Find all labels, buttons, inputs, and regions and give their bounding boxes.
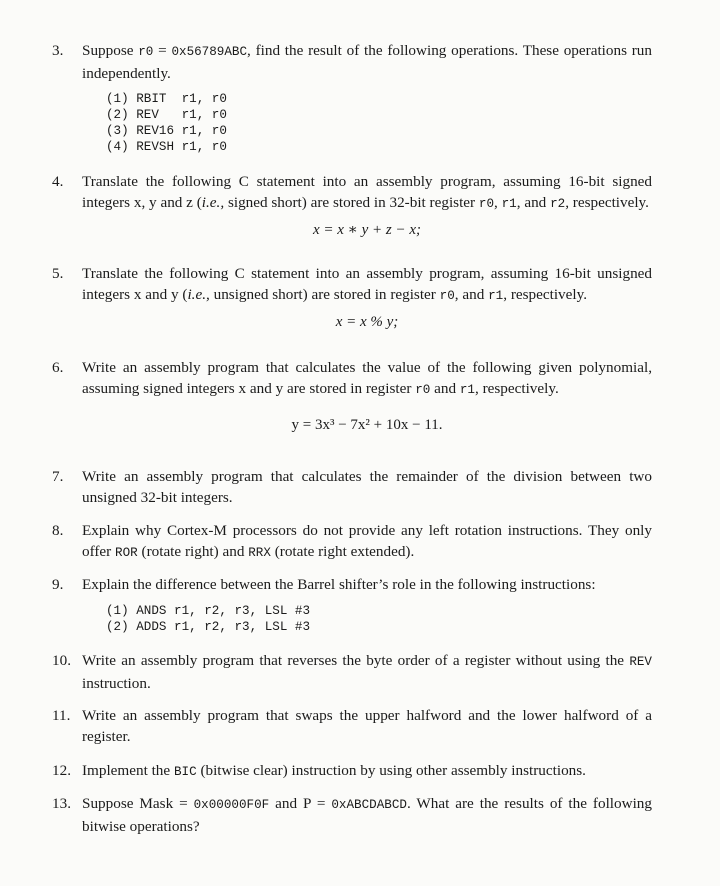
question-text: Write an assembly program that swaps the upper halfword and the lower halfword of a register. — [82, 707, 652, 745]
code-line: (1) RBIT r1, r0 — [106, 92, 227, 106]
register-name: r1 — [459, 383, 475, 397]
code-line: (2) ADDS r1, r2, r3, LSL #3 — [106, 620, 311, 634]
question-number: 3. — [52, 42, 64, 59]
question-number: 11. — [52, 707, 71, 724]
equation: x = x ∗ y + z − x; — [312, 222, 422, 238]
question-4 — [52, 171, 652, 241]
question-3 — [52, 40, 652, 155]
question-12 — [52, 760, 652, 783]
hex-value: 0xABCDABCD — [331, 798, 407, 812]
instruction-name: RRX — [248, 546, 271, 560]
question-7 — [52, 466, 652, 508]
register-name: r1 — [501, 197, 517, 211]
question-9 — [52, 574, 652, 635]
register-name: r0 — [478, 197, 495, 211]
question-number: 9. — [52, 576, 64, 593]
question-number: 12. — [52, 762, 71, 779]
instruction-name: BIC — [173, 765, 197, 779]
question-number: 10. — [52, 652, 71, 669]
question-text: Implement the BIC (bitwise clear) instruction by using other assembly instructions. — [82, 762, 586, 779]
question-text: Suppose Mask = 0x00000F0F and P = 0xABCDABCD. What are the results of the following bitwise operations? — [82, 795, 652, 835]
question-number: 4. — [52, 173, 64, 190]
question-text: Write an assembly program that calculates the value of the following given polynomial, assuming signed integers x and y are stored in register r0 and r1, respectively. y = 3x³ − 7x² + 10x − 11. — [82, 357, 652, 436]
question-10 — [52, 650, 652, 694]
question-5 — [52, 263, 652, 333]
code-block — [106, 603, 652, 635]
code-block — [106, 91, 652, 155]
code-line: (1) ANDS r1, r2, r3, LSL #3 — [106, 604, 311, 618]
question-8 — [52, 520, 652, 564]
register-name: r0 — [415, 383, 431, 397]
hex-value: 0x00000F0F — [193, 798, 270, 812]
register-name: r0 — [138, 45, 154, 59]
register-name: r2 — [550, 197, 566, 211]
question-number: 13. — [52, 795, 71, 812]
code-line: (4) REVSH r1, r0 — [106, 140, 227, 154]
question-number: 7. — [52, 468, 64, 485]
question-number: 6. — [52, 359, 64, 376]
question-text: Explain why Cortex-M processors do not provide any left rotation instructions. They only offer ROR (rotate right) and RRX (rotate right extended). — [82, 522, 652, 560]
question-text: Translate the following C statement into an assembly program, assuming 16-bit unsigned integers x and y (i.e., unsigned short) are stored in register r0, and r1, respectively. x = x % y; — [82, 263, 652, 333]
hex-value: 0x56789ABC — [171, 45, 248, 59]
question-text: Translate the following C statement into an assembly program, assuming 16-bit signed integers x, y and z (i.e., signed short) are stored in 32-bit register r0, r1, and r2, respectively. x = x ∗ y + z − x; — [82, 171, 652, 241]
question-13 — [52, 793, 652, 837]
register-name: r1 — [488, 289, 504, 303]
equation: y = 3x³ − 7x² + 10x − 11. — [291, 417, 443, 433]
question-text: Suppose r0 = 0x56789ABC, find the result of the following operations. These operations run independently. (1) RBIT r1, r0 (2) REV r1, r0 (3) REV16 r1, r0 (4) REVSH r1, r0 — [82, 42, 652, 154]
register-name: r0 — [439, 289, 455, 303]
question-text: Explain the difference between the Barrel shifter’s role in the following instructions: (1) ANDS r1, r2, r3, LSL #3 (2) ADDS r1, r2, r3, LSL #3 — [82, 574, 652, 635]
instruction-name: ROR — [115, 546, 138, 560]
instruction-name: REV — [629, 655, 652, 669]
question-6 — [52, 357, 652, 436]
question-number: 8. — [52, 522, 64, 539]
question-text: Write an assembly program that calculates the remainder of the division between two unsigned 32-bit integers. — [82, 468, 652, 506]
question-11 — [52, 705, 652, 747]
equation: x = x % y; — [335, 314, 399, 330]
question-text: Write an assembly program that reverses the byte order of a register without using the REV instruction. — [82, 652, 652, 692]
code-line: (2) REV r1, r0 — [106, 108, 227, 122]
question-number: 5. — [52, 265, 64, 282]
code-line: (3) REV16 r1, r0 — [106, 124, 227, 138]
